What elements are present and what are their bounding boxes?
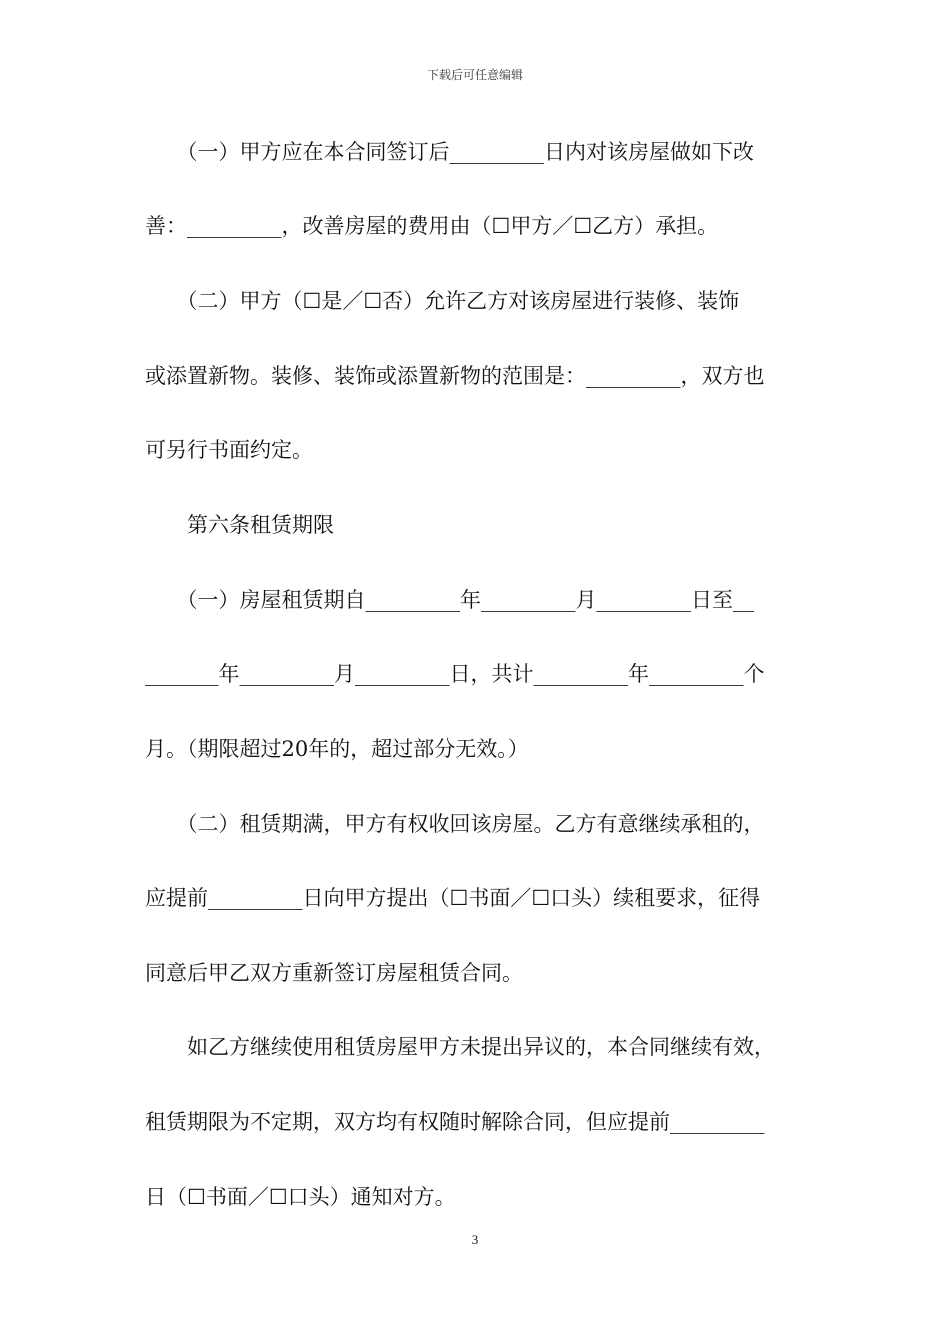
page-header: 下载后可任意编辑 (426, 68, 523, 82)
page-number: 3 (471, 1232, 479, 1247)
body-line: 同意后甲乙双方重新签订房屋租赁合同。 (145, 961, 523, 985)
body-line: _______年_________月_________日，共计_________年_________个 (145, 662, 765, 686)
section-heading: 第六条租赁期限 (145, 513, 334, 537)
body-line: （二）租赁期满，甲方有权收回该房屋。乙方有意继续承租的， (145, 812, 765, 836)
body-line: 如乙方继续使用租赁房屋甲方未提出异议的，本合同继续有效， (145, 1035, 775, 1059)
body-line: （一）房屋租赁期自_________年_________月_________日至__ (145, 588, 754, 612)
body-line: 善：_________，改善房屋的费用由（☐甲方／☐乙方）承担。 (145, 214, 719, 238)
body-line: 月。（期限超过20年的，超过部分无效。） (145, 737, 529, 761)
body-line: 或添置新物。装修、装饰或添置新物的范围是：_________，双方也 (145, 364, 765, 388)
body-line: 日（☐书面／☐口头）通知对方。 (145, 1185, 456, 1209)
body-line: 应提前_________日向甲方提出（☐书面／☐口头）续租要求，征得 (145, 886, 761, 910)
body-line: （一）甲方应在本合同签订后_________日内对该房屋做如下改 (145, 140, 754, 164)
body-line: 可另行书面约定。 (145, 438, 313, 462)
body-line: 租赁期限为不定期，双方均有权随时解除合同，但应提前_________ (145, 1110, 765, 1134)
body-line: （二）甲方（☐是／☐否）允许乙方对该房屋进行装修、装饰 (145, 289, 740, 313)
